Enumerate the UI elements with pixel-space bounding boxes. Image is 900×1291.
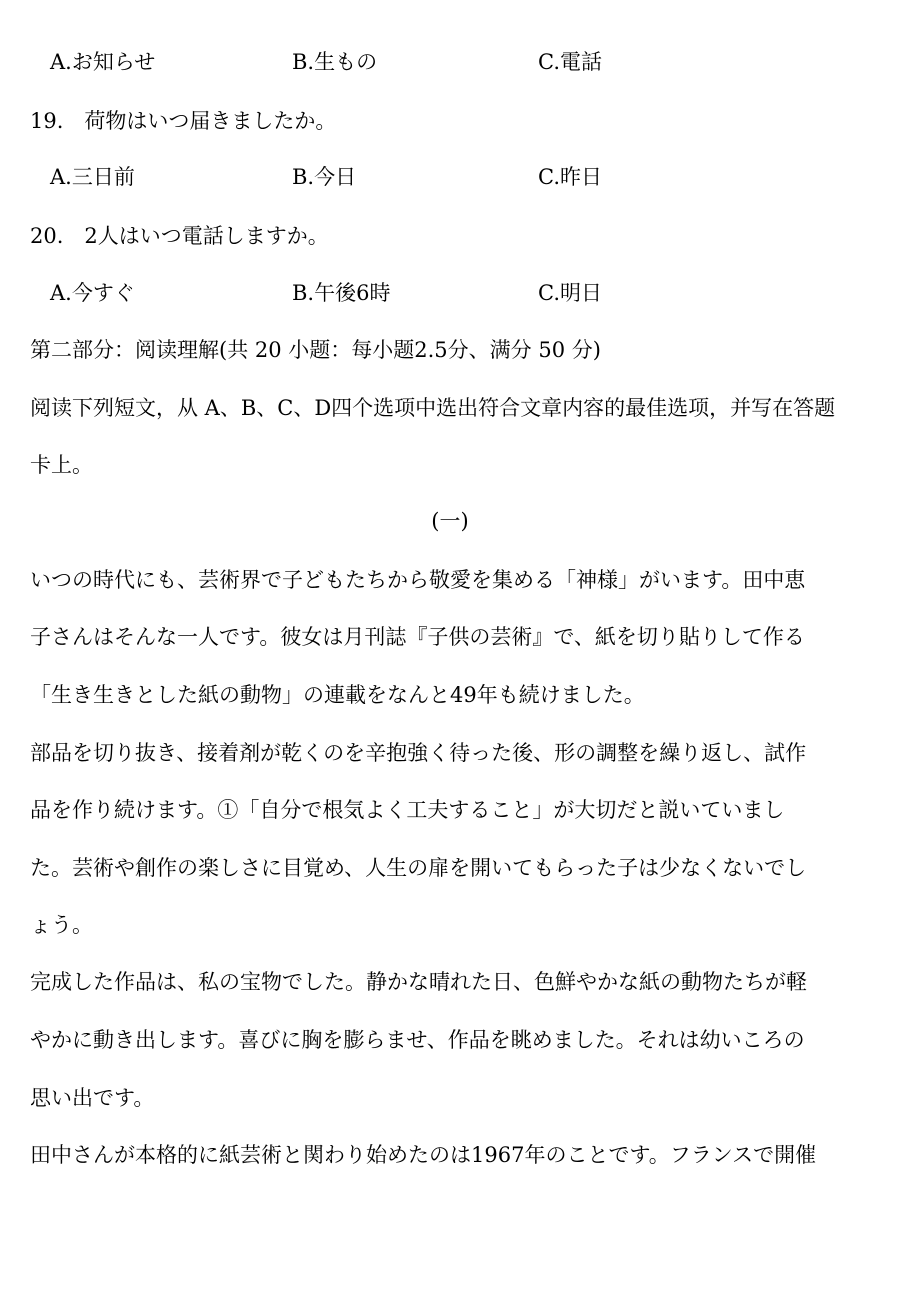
passage-line: 完成した作品は、私の宝物でした。静かな晴れた日、色鮮やかな紙の動物たちが軽 xyxy=(30,970,807,994)
q20-question: 20. 2人はいつ電話しますか。 xyxy=(30,224,329,248)
passage-number: (一) xyxy=(431,509,469,533)
q19-option-a: A.三日前 xyxy=(50,165,135,189)
q18-option-a: A.お知らせ xyxy=(50,50,156,74)
section-instruction-line-1: 阅读下列短文，从 A、B、C、D四个选项中选出符合文章内容的最佳选项，并写在答题 xyxy=(30,396,836,420)
passage-line: 「生き生きとした紙の動物」の連載をなんと49年も続けました。 xyxy=(30,683,645,707)
q20-option-a: A.今すぐ xyxy=(50,281,135,305)
passage-line: 田中さんが本格的に紙芸術と関わり始めたのは1967年のことです。フランスで開催 xyxy=(30,1143,817,1167)
q20-option-b: B.午後6時 xyxy=(292,281,391,305)
q18-option-b: B.生もの xyxy=(292,50,378,74)
q19-option-b: B.今日 xyxy=(292,165,357,189)
q20-option-c: C.明日 xyxy=(538,281,602,305)
passage-line: いつの時代にも、芸術界で子どもたちから敬愛を集める「神様」がいます。田中恵 xyxy=(30,568,806,592)
passage-line: 思い出です。 xyxy=(30,1086,155,1110)
q19-options-row xyxy=(30,162,870,192)
passage-line: た。芸術や創作の楽しさに目覚め、人生の扉を開いてもらった子は少なくないでし xyxy=(30,856,807,880)
passage-line: 子さんはそんな一人です。彼女は月刊誌『子供の芸術』で、紙を切り貼りして作る xyxy=(30,625,805,649)
section-title: 第二部分：阅读理解(共 20 小题：每小题2.5分、满分 50 分) xyxy=(30,338,601,362)
q18-option-c: C.電話 xyxy=(538,50,602,74)
q19-option-c: C.昨日 xyxy=(538,165,602,189)
section-instruction-line-2: 卡上。 xyxy=(30,453,93,477)
passage-line: やかに動き出します。喜びに胸を膨らませ、作品を眺めました。それは幼いころの xyxy=(30,1028,805,1052)
passage-line: ょう。 xyxy=(30,913,93,937)
q18-options-row xyxy=(30,47,870,77)
passage-line: 品を作り続けます。①「自分で根気よく工夫すること」が大切だと説いていまし xyxy=(30,798,785,822)
q19-question: 19. 荷物はいつ届きましたか。 xyxy=(30,109,337,133)
passage-line: 部品を切り抜き、接着剤が乾くのを辛抱強く待った後、形の調整を繰り返し、試作 xyxy=(30,741,807,765)
q20-options-row xyxy=(30,278,870,308)
